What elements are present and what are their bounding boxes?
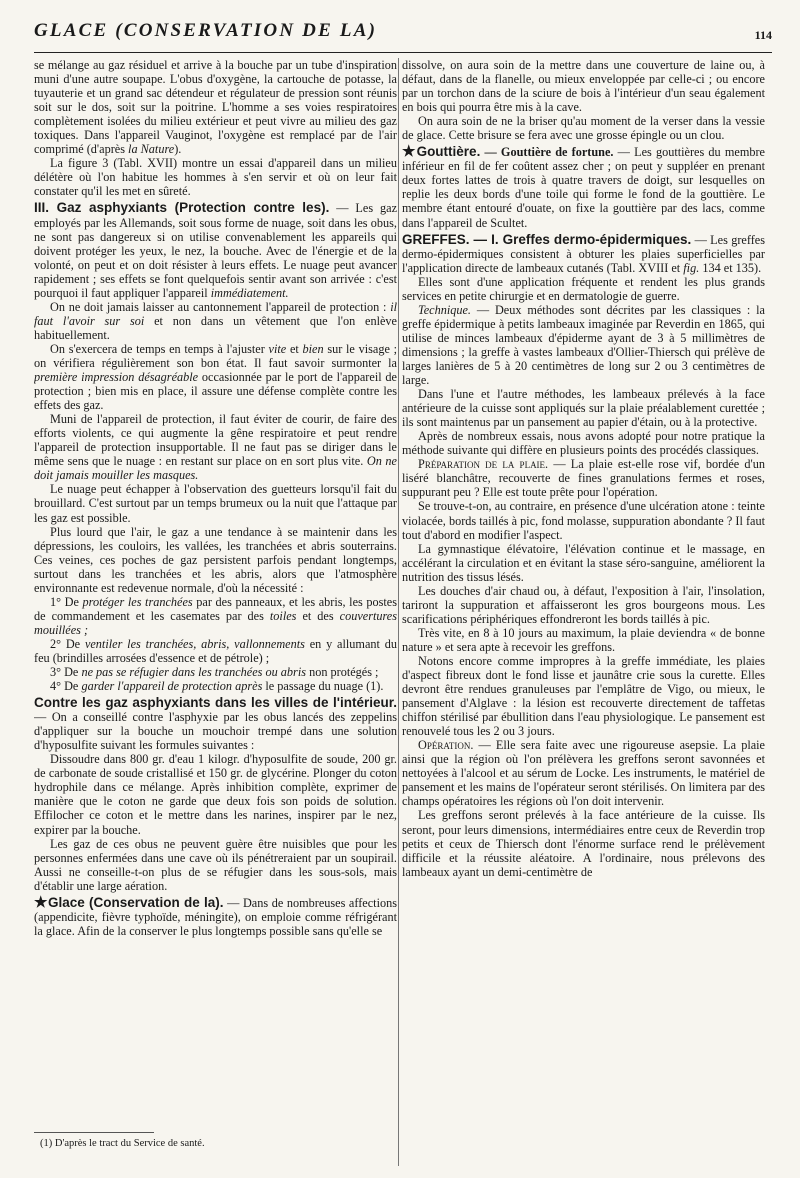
paragraph: On ne doit jamais laisser au cantonnement l'appareil de protection : il faut l'avoir sur soi et non dans un vêtement que l'on enlève habituellement. bbox=[34, 299, 397, 342]
list-item: 4° De garder l'appareil de protection après le passage du nuage (1). bbox=[50, 679, 384, 694]
paragraph: La gymnastique élévatoire, l'élévation continue et le massage, en accélérant la circulation et en évitant la stase séro-sanguine, améliorent la nutrition des tissus lésés. bbox=[402, 541, 765, 584]
footnote-rule bbox=[34, 1132, 154, 1133]
running-head: GLACE (CONSERVATION DE LA) bbox=[34, 20, 378, 41]
paragraph: Muni de l'appareil de protection, il faut éviter de courir, de faire des efforts violents, ce qui augmente la gêne respiratoire et peut rendre l'appareil de protection insupportable. Il ne faut pas se diriger dans le même sens que le nuage : en restant sur place on en sort plus vite. On ne doit jamais mouiller les masques. bbox=[34, 412, 397, 483]
paragraph: Se trouve-t-on, au contraire, en présence d'une ulcération atone : teinte violacée, bords taillés à pic, fond molasse, suppuration abondante ? Il faut tout d'abord en modifier l'aspect. bbox=[402, 499, 765, 542]
paragraph: Plus lourd que l'air, le gaz a une tendance à se maintenir dans les dépressions, les couloirs, les vallées, les tranchées et abris souterrains. Ces veines, ces poches de gaz persistent parfois pendant longtemps, surtout dans les tranchées et les abris, alors que l'atmosphère environnante est redevenue normale, d'où la nécessité : bbox=[34, 524, 397, 595]
star-icon: ★ bbox=[402, 144, 417, 161]
section-gaz-asphyxiants: III. Gaz asphyxiants (Protection contre les). — Les gaz employés par les Allemands, soit sous forme de nuage, soit dans les obus, ne sont pas dangereux si on utilise convenablement les appareils qui doivent protéger les yeux, le nez, la bouche. Avec de l'énergie et de la volonté, on peut et on doit résister à leurs effets. Le nuage peut avancer rapidement ; ses effets se font quelquefois sentir avant son arrivée : c'est pourquoi il faut appliquer l'appareil immédiatement. bbox=[34, 200, 397, 300]
run-in-label: Opération. bbox=[418, 738, 474, 753]
paragraph: Le nuage peut échapper à l'observation des guetteurs lorsqu'il fait du brouillard. C'est surtout par un temps brumeux ou la nuit que l'attaque par les gaz est possible. bbox=[34, 482, 397, 525]
list-item: 2° De ventiler les tranchées, abris, vallonnements en y allumant du feu (brindilles arrosées d'essence et de pétrole) ; bbox=[34, 636, 397, 665]
page-number: 114 bbox=[754, 28, 772, 42]
run-in-label: Technique. bbox=[418, 302, 471, 317]
paragraph: La figure 3 (Tabl. XVII) montre un essai d'appareil dans un milieu délétère où l'on habitue les hommes à s'en servir et où on leur fait constater qu'il les met en sûreté. bbox=[34, 156, 397, 199]
list-item: 1° De protéger les tranchées par des panneaux, et les abris, les postes de commandement et les casemates par des toiles et des couvertures mouillées ; bbox=[34, 594, 397, 637]
list-item: 3° De ne pas se réfugier dans les tranchées ou abris non protégés ; bbox=[50, 665, 379, 680]
paragraph: Dans l'une et l'autre méthodes, les lambeaux prélevés à la face antérieure de la cuisse sont appliqués sur la plaie préalablement curettée ; ils sont maintenus par un pansement au papier d'étain, ou à la protective. bbox=[402, 387, 765, 430]
paragraph: Très vite, en 8 à 10 jours au maximum, la plaie deviendra « de bonne nature » et sera apte à recevoir les greffons. bbox=[402, 625, 765, 654]
entry-heading: Gouttière. bbox=[416, 144, 481, 160]
entry-gouttiere: ★Gouttière. — Gouttière de fortune. — Les gouttières du membre inférieur en fil de fer coûtent assez cher ; on peut y suppléer en prenant deux fortes lattes de trois à quatre travers de doigt, sur lesquelles on replie les deux bords d'une toile qui forme le fond de la gouttière. Le membre étant entouré d'ouate, on fixe la gouttière par des lacs, comme dans l'appareil de Scultet. bbox=[402, 144, 765, 230]
section-villes-interieur: Contre les gaz asphyxiants dans les villes de l'intérieur. — On a conseillé contre l'asphyxie par les obus lancés des zeppelins d'appliquer sur la bouche un mouchoir trempé dans une solution d'hyposulfite suivant les formules suivantes : bbox=[34, 695, 397, 753]
paragraph: Elles sont d'une application fréquente et rendent les plus grands services en petite chirurgie et en dermatologie de guerre. bbox=[402, 274, 765, 303]
entry-heading: Glace (Conservation de la). bbox=[47, 894, 224, 910]
entry-greffes: GREFFES. — I. Greffes dermo-épidermiques. — Les greffes dermo-épidermiques consistent à obturer les plaies superficielles par l'application directe de lambeaux cutanés (Tabl. XVIII et fig. 134 et 135). bbox=[402, 231, 765, 275]
paragraph: Technique. — Deux méthodes sont décrites par les classiques : la greffe épidermique à petits lambeaux imaginée par Reverdin en 1865, qui utilise de minces lambeaux d'épiderme ayant de 3 à 5 millimètres de dimensions ; la greffe à vastes lambeaux d'Ollier-Thiersch qui prélève de larges lanières de 5 à 20 centimètres de long sur 2 ou 3 centimètres de large. bbox=[402, 302, 765, 388]
column-divider bbox=[398, 58, 399, 1166]
entry-glace: ★Glace (Conservation de la). — Dans de nombreuses affections (appendicite, fièvre typhoïde, méningite), on emploie comme réfrigérant la glace. Afin de la conserver le plus longtemps possible sans qu'elle se bbox=[34, 894, 397, 938]
star-icon: ★ bbox=[34, 894, 48, 911]
paragraph: Notons encore comme impropres à la greffe immédiate, les plaies d'aspect fibreux dont le fond lisse et jaunâtre crie sous la curette. Elles devront être rendues granuleuses par l'emplâtre de Vigo, ou mieux, le pansement d'Alglave : la lésion est recouverte directement de taffetas chiffon stérilisé par ébullition dans l'eau physiologique. Le pansement est renouvelé tous les 2 ou 3 jours. bbox=[402, 653, 765, 739]
paragraph: Les douches d'air chaud ou, à défaut, l'exposition à l'air, l'insolation, tariront la suppuration et affaisseront les gros bourgeons mous. Les scarifications périphériques effondreront les bords taillés à pic. bbox=[402, 583, 765, 626]
paragraph: Après de nombreux essais, nous avons adopté pour notre pratique la méthode suivante qui diffère en plusieurs points des procédés classiques. bbox=[402, 429, 765, 458]
paragraph: On s'exercera de temps en temps à l'ajuster vite et bien sur le visage ; on vérifiera régulièrement son bon état. Il faut savoir surmonter la première impression désagréable occasionnée par le port de l'appareil de protection ; bien mis en place, il assure une défense complète contre les effets des gaz. bbox=[34, 341, 397, 413]
paragraph: Les greffons seront prélevés à la face antérieure de la cuisse. Ils seront, pour leurs dimensions, intermédiaires entre ceux de Reverdin trop petits et ceux de Thiersch dont l'énorme surface rend le prélèvement difficile et la réussite aléatoire. A l'ordinaire, nous prélevons des lambeaux ayant un demi-centimètre de bbox=[402, 808, 765, 879]
page-header bbox=[34, 14, 772, 54]
right-column bbox=[402, 58, 765, 1166]
section-heading: Contre les gaz asphyxiants dans les villes de l'intérieur. bbox=[34, 695, 397, 711]
paragraph: Dissoudre dans 800 gr. d'eau 1 kilogr. d'hyposulfite de soude, 200 gr. de carbonate de soude cristallisé et 150 gr. de glycérine. Plonger du coton hydrophile dans ce mélange. Après inhibition complète, exprimer de manière que le coton ne garde que deux fois son poids de solution. Effilocher ce coton et le mettre dans les narines, inspirer par le nez, expirer par la bouche. bbox=[34, 752, 397, 837]
paragraph: Opération. — Elle sera faite avec une rigoureuse asepsie. La plaie ainsi que la région où l'on prélèvera les greffons seront savonnées et nettoyées à l'alcool et au sérum de Locke. Les instruments, le matériel de pansement et les mains de l'opérateur seront stérilisés. On limitera par des champs opératoires les régions où l'on doit intervenir. bbox=[402, 738, 765, 809]
run-in-label: Préparation de la plaie. bbox=[418, 457, 549, 472]
left-column bbox=[34, 58, 397, 1128]
header-rule bbox=[34, 52, 772, 53]
paragraph: Préparation de la plaie. — La plaie est-elle rose vif, bordée d'un liséré blanchâtre, recouverte de fines granulations fermes et roses, suppurant peu ? Elle est toute prête pour l'opération. bbox=[402, 457, 765, 500]
footnote: (1) D'après le tract du Service de santé. bbox=[40, 1138, 205, 1149]
paragraph: se mélange au gaz résiduel et arrive à la bouche par un tube d'inspiration muni d'une autre soupape. L'obus d'oxygène, la cartouche de potasse, la tuyauterie et un grand sac détendeur et régulateur de pression sont réunis soit sur le dos, soit sur la poitrine. L'homme a ses voies respiratoires complètement isolées du milieu extérieur et peut vivre au milieu des gaz toxiques. Dans l'appareil Vauginot, l'oxygène est remplacé par de l'air comprimé (d'après la Nature). bbox=[34, 58, 397, 157]
entry-heading: GREFFES. — I. Greffes dermo-épidermiques. bbox=[402, 231, 692, 247]
section-heading: III. Gaz asphyxiants (Protection contre les). bbox=[34, 200, 330, 216]
paragraph: On aura soin de ne la briser qu'au moment de la verser dans la vessie de glace. Cette brisure se fera avec une grosse épingle ou un clou. bbox=[402, 114, 765, 143]
paragraph: dissolve, on aura soin de la mettre dans une couverture de laine ou, à défaut, dans de la flanelle, ou mieux enveloppée par celle-ci ; ou encore par un torchon dans de la sciure de bois à l'intérieur d'un seau également en bois qui pourra être mis à la cave. bbox=[402, 58, 765, 115]
paragraph: Les gaz de ces obus ne peuvent guère être nuisibles que pour les personnes enfermées dans une cave où ils pénétreraient par un soupirail. Aussi ne conseille-t-on plus de se réfugier dans les sous-sols, mais d'établir une large aération. bbox=[34, 836, 397, 893]
